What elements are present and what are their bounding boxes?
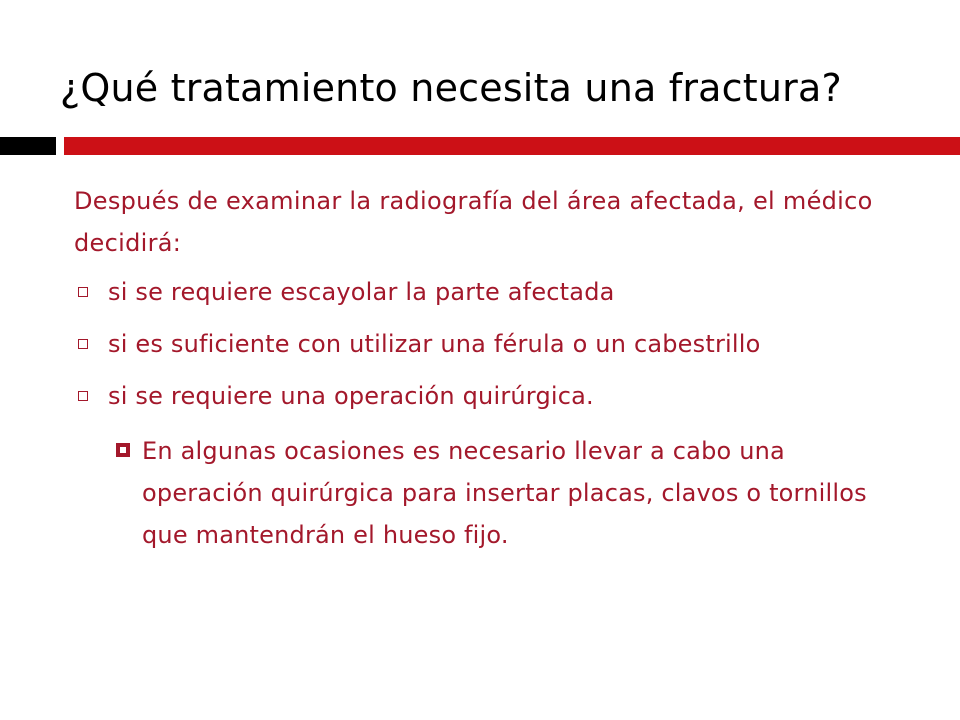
- hollow-square-icon: [78, 391, 88, 401]
- slide-content: [74, 180, 894, 556]
- filled-square-icon: [116, 443, 130, 457]
- title-divider-dark: [0, 137, 56, 155]
- bullet-text: si es suficiente con utilizar una férula o un cabestrillo: [108, 330, 761, 358]
- bullet-item: [74, 324, 894, 376]
- bullet-text: si se requiere escayolar la parte afectada: [108, 278, 615, 306]
- slide-title: ¿Qué tratamiento necesita una fractura?: [60, 66, 842, 110]
- hollow-square-icon: [78, 339, 88, 349]
- bullet-item: [74, 376, 894, 428]
- sub-bullet-item: [116, 430, 894, 556]
- bullet-item: [74, 272, 894, 324]
- title-divider-accent: [64, 137, 960, 155]
- hollow-square-icon: [78, 287, 88, 297]
- intro-paragraph: Después de examinar la radiografía del área afectada, el médico decidirá:: [74, 187, 873, 257]
- bullet-text: si se requiere una operación quirúrgica.: [108, 382, 594, 410]
- sub-bullet-text: En algunas ocasiones es necesario llevar a cabo una operación quirúrgica para insertar placas, clavos o tornillos que mantendrán el hueso fijo.: [142, 437, 867, 549]
